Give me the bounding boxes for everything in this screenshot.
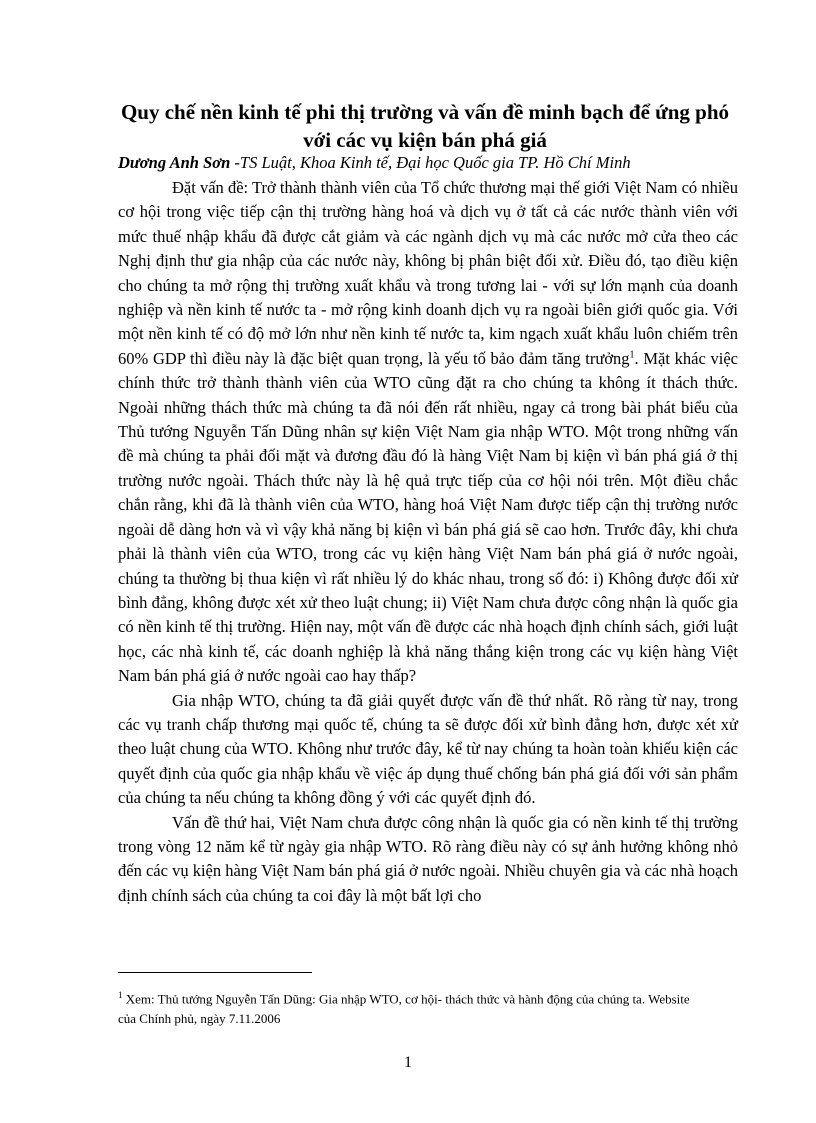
footnote [118,985,698,1029]
paragraph-1 [118,176,738,689]
author-name: Dương Anh Sơn [118,153,231,172]
author-affiliation: -TS Luật, Khoa Kinh tế, Đại học Quốc gia TP. Hồ Chí Minh [230,153,631,172]
footnote-reference[interactable]: 1 [629,349,635,361]
footnote-marker: 1 [118,990,123,1000]
footnote-separator [118,972,312,973]
document-title: Quy chế nền kinh tế phi thị trường và vấn đề minh bạch để ứng phó với các vụ kiện bán phá giá [120,100,730,152]
paragraph-3: Vấn đề thứ hai, Việt Nam chưa được công nhận là quốc gia có nền kinh tế thị trường trong vòng 12 năm kể từ ngày gia nhập WTO. Rõ ràng điều này có sự ảnh hưởng không nhỏ đến các vụ kiện hàng Việt Nam bán phá giá ở nước ngoài. Nhiều chuyên gia và các nhà hoạch định chính sách của chúng ta coi đây là một bất lợi cho [118,812,738,905]
paragraph-1-part-2: . Mặt khác việc chính thức trở thành thành viên của WTO cũng đặt ra cho chúng ta không ít thách thức. Ngoài những thách thức mà chúng ta đã nói đến rất nhiều, ngay cả trong bài phát biểu của Thủ tướng Nguyễn Tấn Dũng nhân sự kiện Việt Nam gia nhập WTO. Một trong những vấn đề mà chúng ta phải đối mặt và đương đầu đó là hàng Việt Nam bị kiện vì bán phá giá ở thị trường nước ngoài. Thách thức này là hệ quả trực tiếp của cơ hội nói trên. Một điều chắc chắn rằng, khi đã là thành viên của WTO, hàng hoá Việt Nam được tiếp cận thị trường nước ngoài dễ dàng hơn và vì vậy khả năng bị kiện vì bán phá giá sẽ cao hơn. Trước đây, khi chưa phải là thành viên của WTO, trong các vụ kiện hàng Việt Nam bán phá giá ở nước ngoài, chúng ta thường bị thua kiện vì rất nhiều lý do khác nhau, trong số đó: i) Không được đối xử bình đẳng, không được xét xử theo luật chung; ii) Việt Nam chưa được công nhận là quốc gia có nền kinh tế thị trường. Hiện nay, một vấn đề được các nhà hoạch định chính sách, giới luật học, các nhà kinh tế, các doanh nghiệp là khả năng thắng kiện trong các vụ kiện hàng Việt Nam bán phá giá ở nước ngoài cao hay thấp? [118,348,738,686]
body-text [118,176,738,908]
paragraph-2: Gia nhập WTO, chúng ta đã giải quyết được vấn đề thứ nhất. Rõ ràng từ nay, trong các vụ tranh chấp thương mại quốc tế, chúng ta sẽ được đối xử bình đẳng hơn, được xét xử theo luật chung của WTO. Không như trước đây, kể từ nay chúng ta hoàn toàn khiếu kiện các quyết định của quốc gia nhập khẩu về việc áp dụng thuế chống bán phá giá đối với sản phẩm của chúng ta nếu chúng ta không đồng ý với các quyết định đó. [118,690,738,808]
paragraph-1-part-1: Đặt vấn đề: Trở thành thành viên của Tổ chức thương mại thế giới Việt Nam có nhiều cơ hội trong việc tiếp cận thị trường hàng hoá và dịch vụ ở tất cả các nước thành viên với mức thuế nhập khẩu đã được cắt giảm và các ngành dịch vụ mà các nước mở cửa theo các Nghị định thư gia nhập của các nước này, không bị phân biệt đối xử. Điều đó, tạo điều kiện cho chúng ta mở rộng thị trường xuất khẩu và trong tương lai - với sự lớn mạnh của doanh nghiệp và nền kinh tế nước ta - mở rộng kinh doanh dịch vụ ra ngoài biên giới quốc gia. Với một nền kinh tế có độ mở lớn như nền kinh tế nước ta, kim ngạch xuất khẩu luôn chiếm trên 60% GDP thì điều này là đặc biệt quan trọng, là yếu tố bảo đảm tăng trưởng [118,178,738,368]
page-number: 1 [404,1054,412,1071]
byline [118,152,738,174]
footnote-text: Xem: Thủ tướng Nguyễn Tấn Dũng: Gia nhập WTO, cơ hội- thách thức và hành động của chúng ta. Website của Chính phủ, ngày 7.11.2006 [118,991,690,1027]
